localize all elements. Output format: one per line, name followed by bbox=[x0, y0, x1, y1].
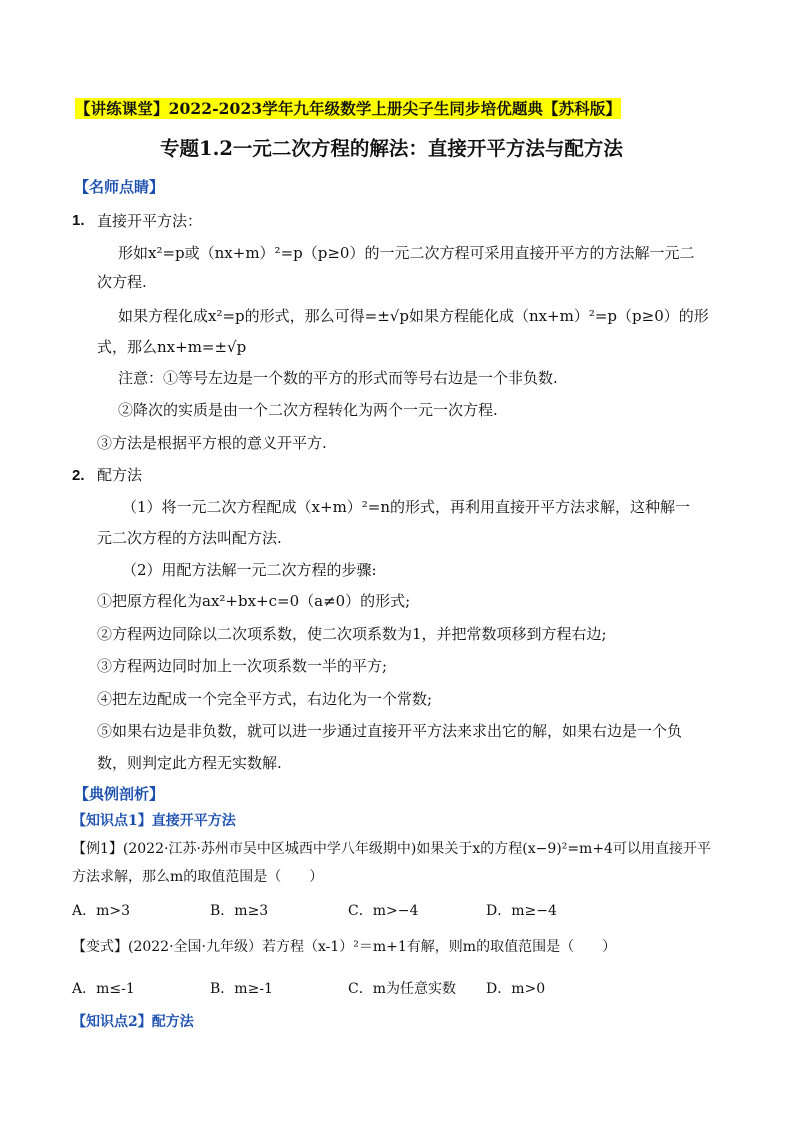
variant-1-option-b: B．m≥-1 bbox=[210, 981, 273, 997]
variant-1-option-d: D．m>0 bbox=[486, 981, 546, 997]
item-number-2: 2. bbox=[72, 467, 85, 484]
item2-step-5-line-1: ⑤如果右边是非负数，就可以进一步通过直接开平方法来求出它的解，如果右边是一个负 bbox=[97, 722, 683, 740]
item2-paragraph-1-line-1: （1）将一元二次方程配成（x+m）²=n的形式，再利用直接开平方法求解，这种解一 bbox=[122, 498, 691, 516]
example-1-option-b: B．m≥3 bbox=[210, 903, 269, 919]
example-1-option-d: D．m≥−4 bbox=[486, 903, 557, 919]
knowledge-point-1: 【知识点1】直接开平方法 bbox=[72, 813, 236, 829]
section-label-key-points: 【名师点睛】 bbox=[74, 178, 165, 196]
item2-step-3: ③方程两边同时加上一次项系数一半的平方; bbox=[97, 657, 388, 675]
variant-1-option-a: A．m≤-1 bbox=[72, 981, 135, 997]
item2-step-5-line-2: 数，则判定此方程无实数解. bbox=[97, 754, 282, 772]
item1-note-2: ②降次的实质是由一个二次方程转化为两个一元一次方程. bbox=[118, 401, 498, 419]
item1-paragraph-2-line-1: 如果方程化成x²=p的形式，那么可得=±√p如果方程能化成（nx+m）²=p（p≥0）的形 bbox=[118, 307, 709, 325]
section-label-examples: 【典例剖析】 bbox=[74, 785, 165, 803]
banner bbox=[75, 97, 621, 119]
page-title: 专题1.2一元二次方程的解法：直接开平方法与配方法 bbox=[160, 137, 623, 160]
item1-paragraph-2-line-2: 式，那么nx+m=±√p bbox=[97, 338, 247, 356]
item2-step-4: ④把左边配成一个完全平方式，右边化为一个常数; bbox=[97, 690, 433, 708]
example-1-line-1: 【例1】(2022·江苏·苏州市吴中区城西中学八年级期中)如果关于x的方程(x−9)²=m+4可以用直接开平 bbox=[72, 841, 711, 857]
item2-paragraph-2: （2）用配方法解一元二次方程的步骤: bbox=[122, 561, 377, 579]
variant-1: 【变式】(2022·全国·九年级）若方程（x-1）²＝m+1有解，则m的取值范围是（ ） bbox=[72, 939, 617, 955]
item1-paragraph-1-line-2: 次方程. bbox=[97, 273, 147, 291]
item-heading-completing-square: 配方法 bbox=[97, 466, 143, 484]
example-1-option-a: A．m>3 bbox=[72, 903, 131, 919]
item2-step-1: ①把原方程化为ax²+bx+c=0（a≠0）的形式; bbox=[97, 592, 411, 610]
item1-note-3: ③方法是根据平方根的意义开平方. bbox=[97, 434, 327, 452]
item1-note-1: 注意：①等号左边是一个数的平方的形式而等号右边是一个非负数. bbox=[118, 369, 558, 387]
knowledge-point-2: 【知识点2】配方法 bbox=[72, 1014, 194, 1030]
item2-paragraph-1-line-2: 元二次方程的方法叫配方法. bbox=[97, 529, 282, 547]
example-1-option-c: C．m>−4 bbox=[348, 903, 419, 919]
item-heading-direct-sqrt: 直接开平方法： bbox=[97, 212, 203, 230]
variant-1-option-c: C．m为任意实数 bbox=[348, 981, 456, 997]
item2-step-2: ②方程两边同除以二次项系数，使二次项系数为1，并把常数项移到方程右边; bbox=[97, 625, 607, 643]
example-1-line-2: 方法求解，那么m的取值范围是（ ） bbox=[72, 869, 324, 885]
item1-paragraph-1-line-1: 形如x²=p或（nx+m）²=p（p≥0）的一元二次方程可采用直接开平方的方法解一元二 bbox=[118, 244, 695, 262]
banner-text: 【讲练课堂】2022-2023学年九年级数学上册尖子生同步培优题典【苏科版】 bbox=[75, 99, 622, 118]
item-number-1: 1. bbox=[72, 212, 85, 229]
